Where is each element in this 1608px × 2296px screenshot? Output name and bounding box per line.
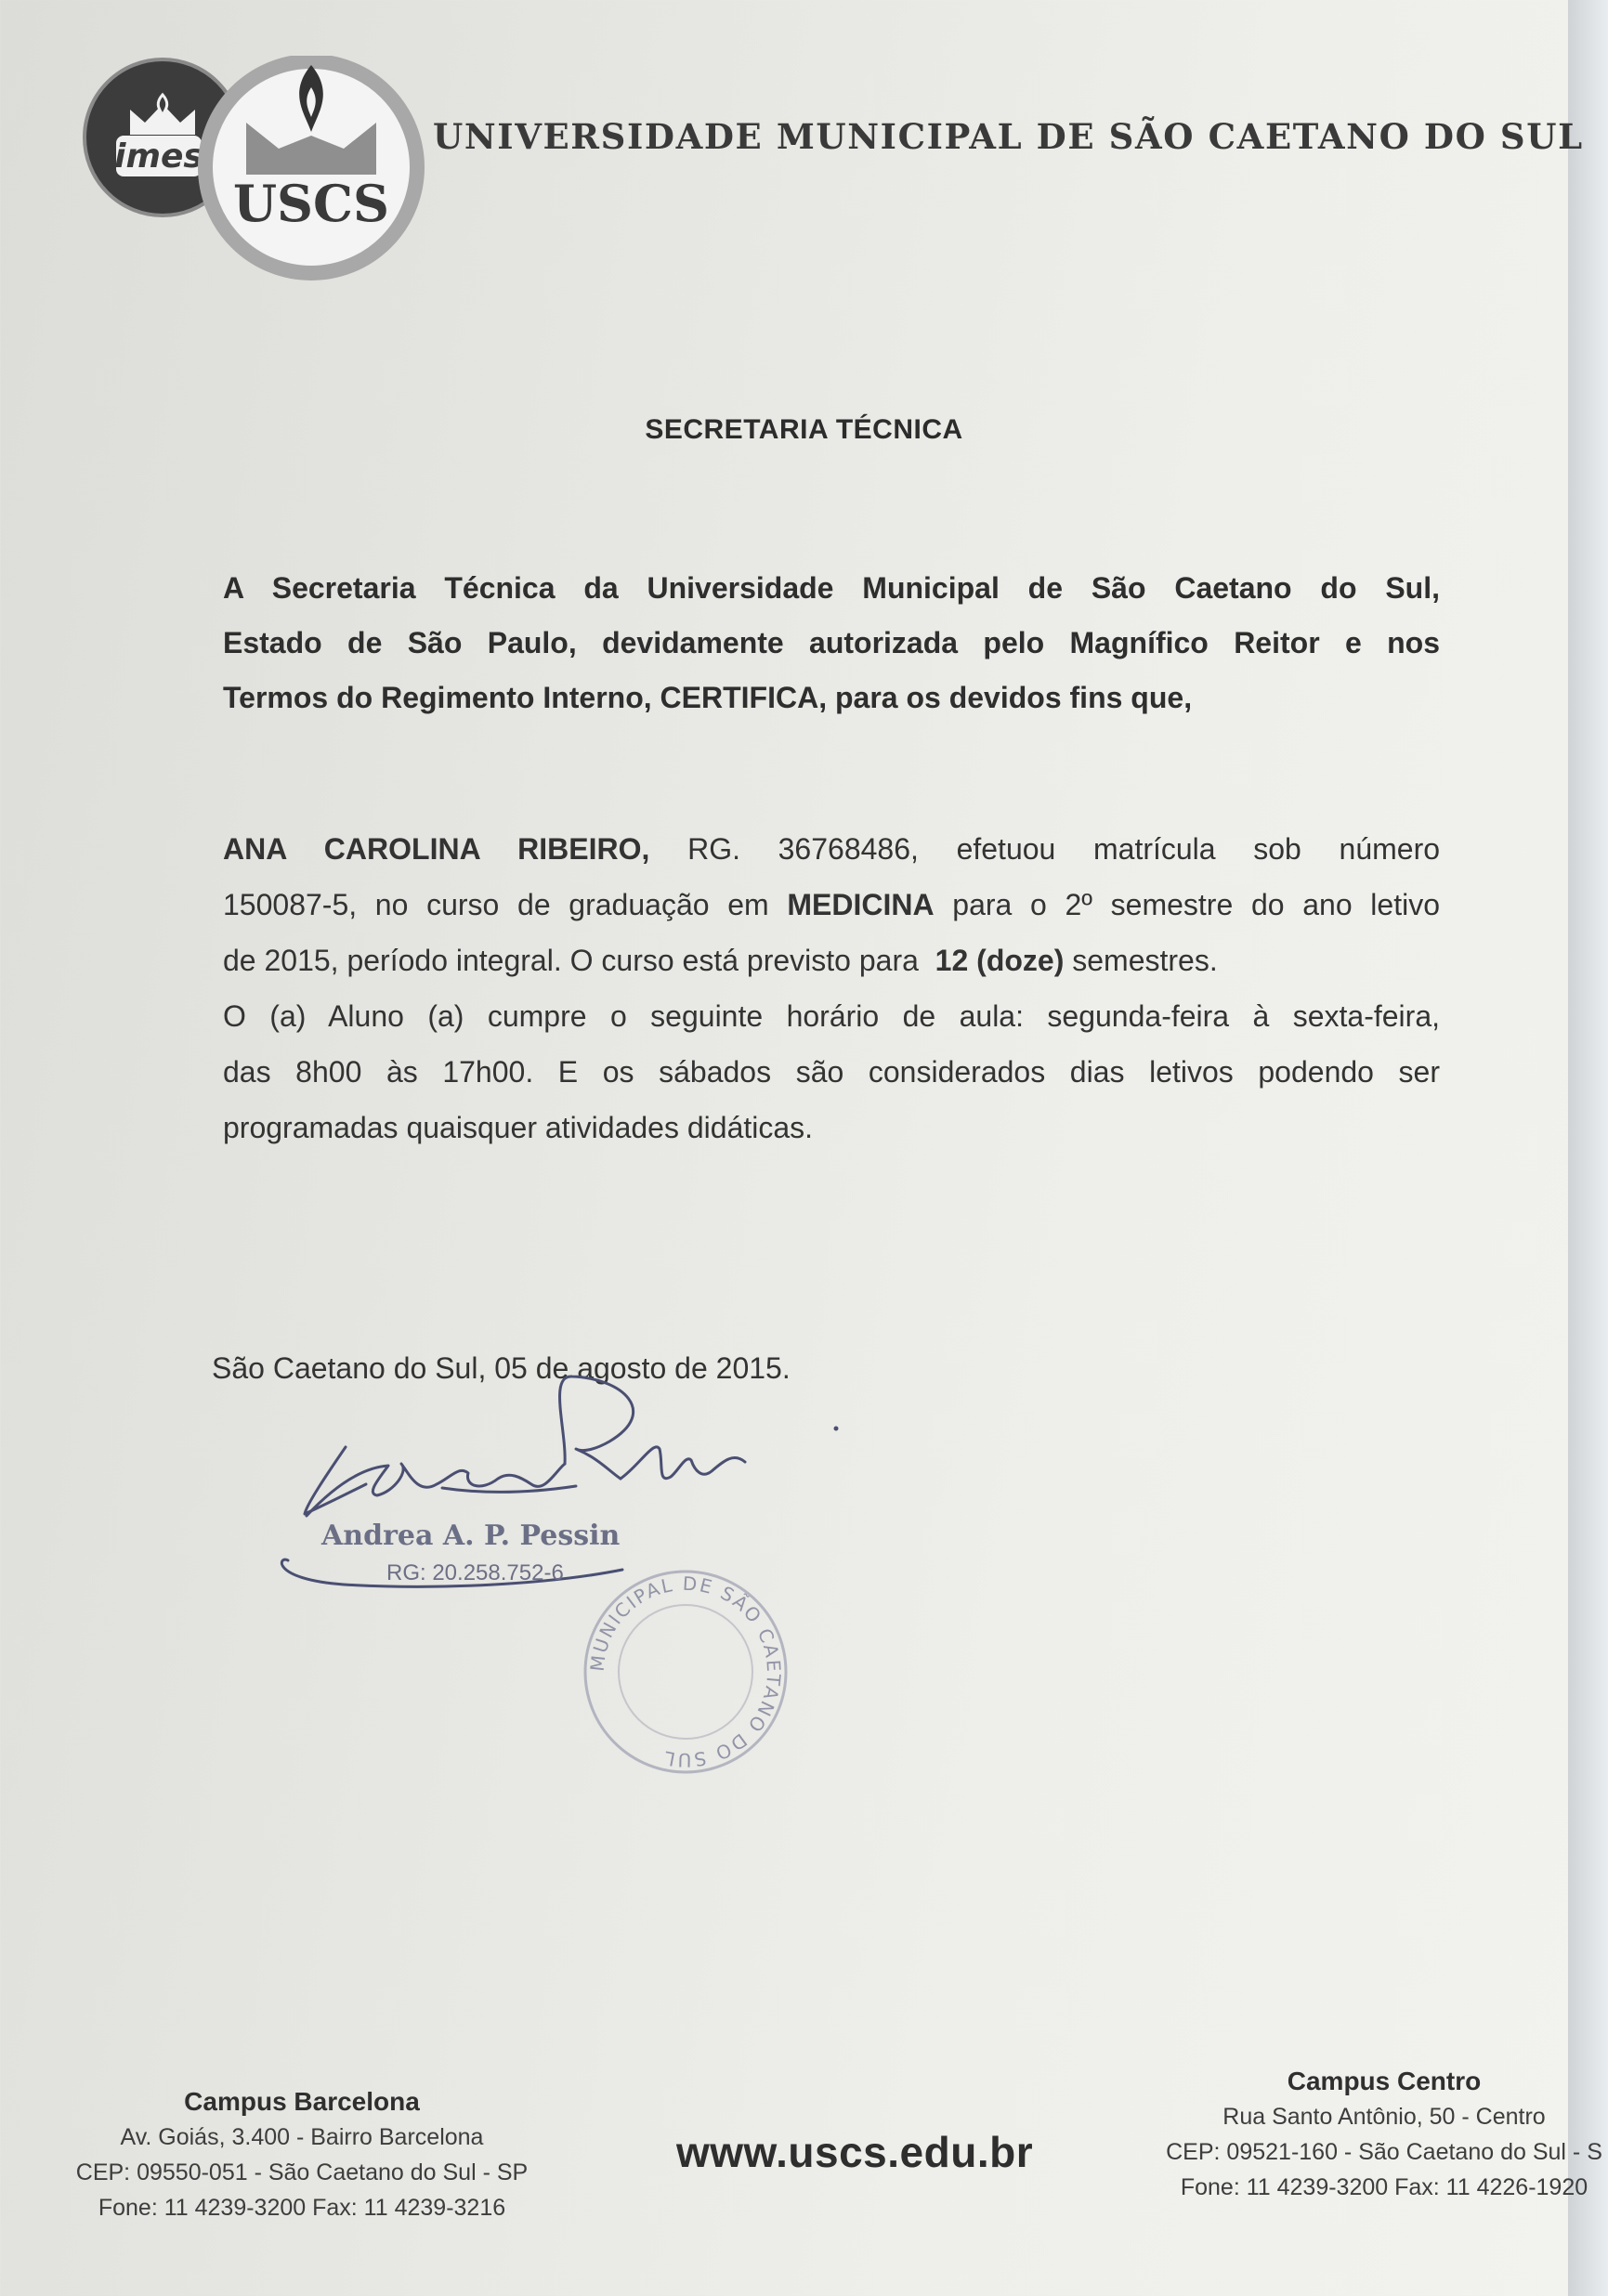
svg-text:imes: imes (114, 137, 203, 176)
campus-barcelona-address: Av. Goiás, 3.400 - Bairro Barcelona (120, 2124, 484, 2150)
signer-rg: RG: 20.258.752-6 (386, 1560, 564, 1585)
website-url: www.uscs.edu.br (676, 2128, 1034, 2176)
body-line-course (223, 877, 1440, 933)
period-end-text: semestres. (1072, 944, 1218, 977)
uscs-logo (195, 56, 427, 283)
svg-text:USCS: USCS (232, 174, 390, 233)
intro-line: A Secretaria Técnica da Universidade Municipal de São Caetano do Sul, (223, 571, 1440, 605)
campus-barcelona-cep: CEP: 09550-051 - São Caetano do Sul - SP (75, 2159, 529, 2185)
intro-paragraph (223, 561, 1440, 725)
schedule-line: das 8h00 às 17h00. E os sábados são considerados dias letivos podendo ser (223, 1055, 1440, 1089)
campus-centro-address: Rua Santo Antônio, 50 - Centro (1222, 2104, 1546, 2130)
date-line: São Caetano do Sul, 05 de agosto de 2015. (212, 1351, 791, 1385)
body-line-period (223, 933, 1440, 988)
university-name: UNIVERSIDADE MUNICIPAL DE SÃO CAETANO DO SUL (433, 116, 1584, 157)
campus-centro-phone: Fone: 11 4239-3200 Fax: 11 4226-1920 (1180, 2174, 1588, 2200)
course-duration: 12 (doze) (935, 944, 1065, 977)
certificate-body (223, 821, 1440, 1155)
intro-line: Estado de São Paulo, devidamente autorizada pelo Magnífico Reitor e nos (223, 626, 1440, 659)
section-title: SECRETARIA TÉCNICA (645, 414, 963, 445)
handwritten-signature (269, 1375, 864, 1588)
schedule-line: O (a) Aluno (a) cumpre o seguinte horário de aula: segunda-feira à sexta-feira, (223, 999, 1440, 1033)
campus-centro-cep: CEP: 09521-160 - São Caetano do Sul - S (1166, 2139, 1602, 2165)
campus-centro-title: Campus Centro (1287, 2067, 1482, 2095)
period-text: de 2015, período integral. O curso está previsto para (223, 944, 919, 977)
signer-name: Andrea A. P. Pessin (321, 1520, 621, 1552)
paper-edge (1568, 0, 1608, 2296)
course-name: MEDICINA (787, 888, 935, 921)
official-stamp (574, 1560, 797, 1774)
intro-line: Termos do Regimento Interno, CERTIFICA, para os devidos fins que, (223, 681, 1193, 714)
campus-barcelona (51, 2084, 553, 2225)
registration-text: 150087-5, no curso de graduação em (223, 888, 769, 921)
campus-barcelona-title: Campus Barcelona (184, 2087, 420, 2116)
university-logos (74, 56, 427, 279)
svg-text:MUNICIPAL DE SÃO CAETANO DO SU (586, 1572, 786, 1771)
campus-barcelona-phone: Fone: 11 4239-3200 Fax: 11 4239-3216 (98, 2195, 506, 2221)
stamp-text: MUNICIPAL DE SÃO CAETANO DO SUL (585, 1572, 786, 1772)
rg-text: RG. 36768486, efetuou matrícula sob número (687, 832, 1441, 866)
campus-centro (1133, 2064, 1608, 2205)
body-line-name (223, 821, 1440, 877)
schedule-line: programadas quaisquer atividades didáticas. (223, 1111, 814, 1144)
semester-text: para o 2º semestre do ano letivo (952, 888, 1441, 921)
student-name: ANA CAROLINA RIBEIRO, (223, 832, 650, 866)
